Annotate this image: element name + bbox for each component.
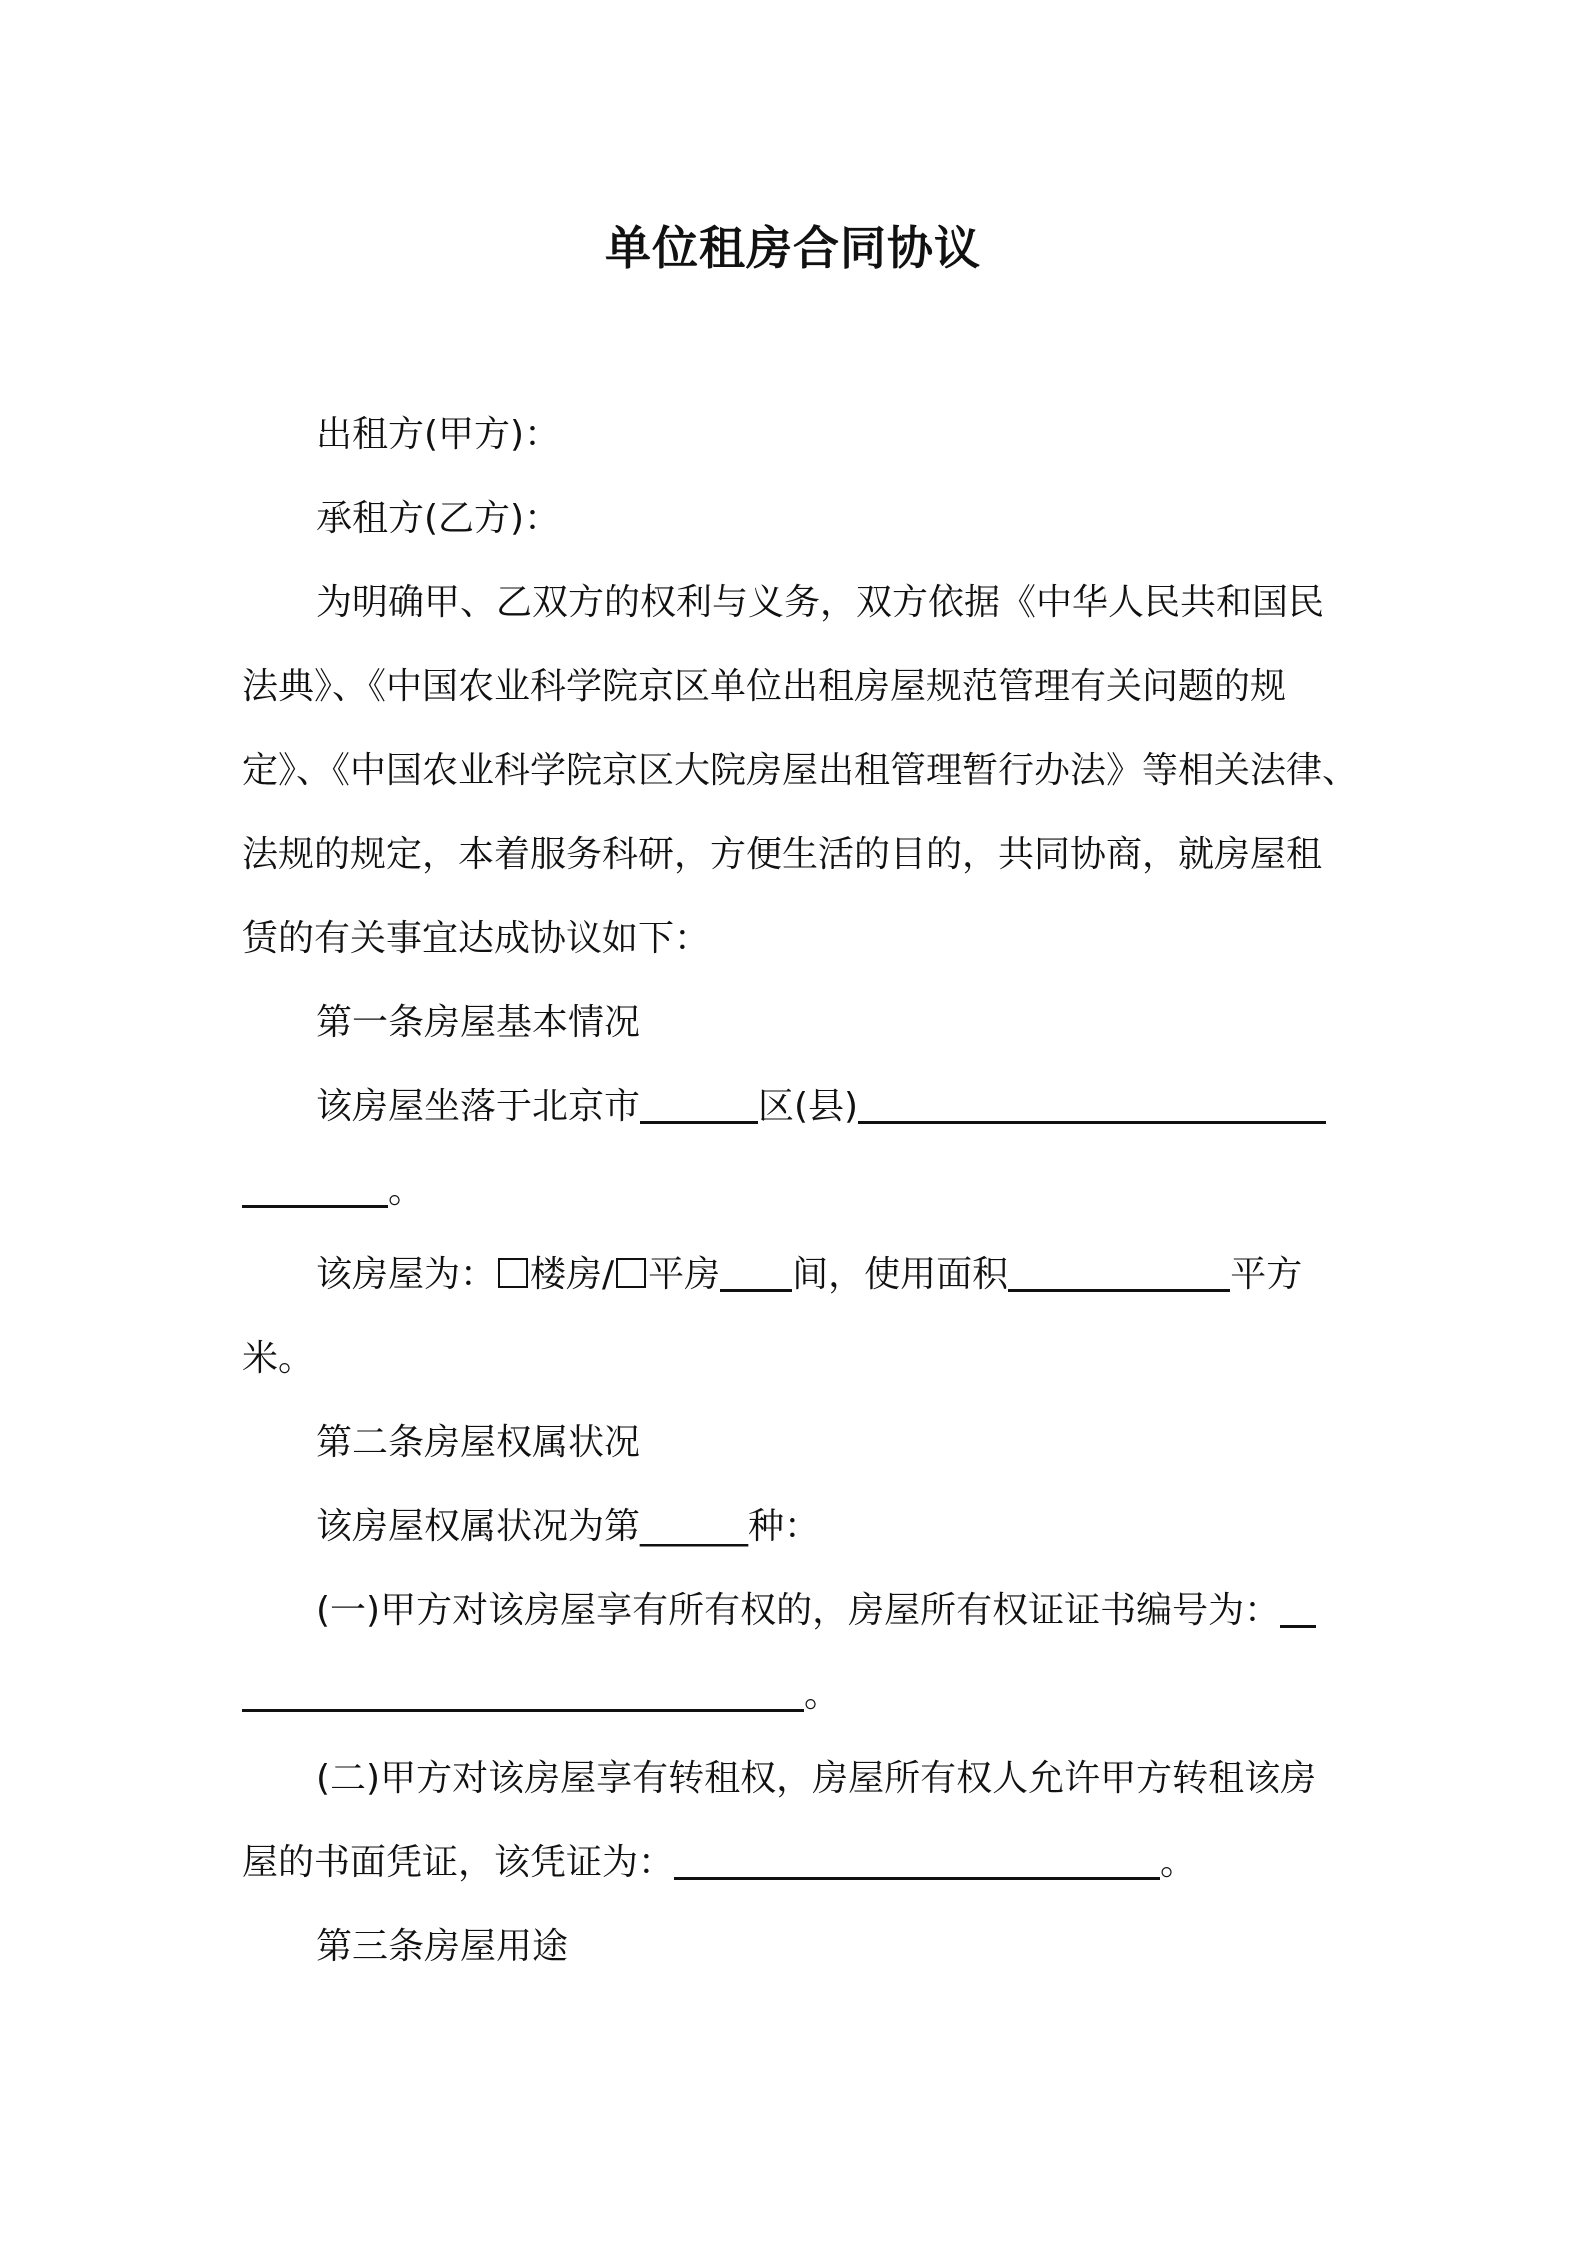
room-unit-label: 间，使用面积: [792, 1254, 1009, 1295]
preamble-line-2: 法典》、《中国农业科学院京区单位出租房屋规范管理有关问题的规: [242, 666, 1287, 707]
location-prefix: 该房屋坐落于北京市: [316, 1086, 641, 1127]
article-1-heading: 第一条房屋基本情况: [316, 1002, 641, 1043]
article-3-heading: 第三条房屋用途: [316, 1926, 569, 1967]
location-period: 。: [388, 1170, 425, 1211]
area-unit-label: 平方: [1230, 1254, 1303, 1295]
address-blank: [858, 1081, 1326, 1124]
sublease-proof-blank: [674, 1837, 1160, 1880]
ownership-item-1-period: 。: [804, 1674, 841, 1715]
document-title: 单位租房合同协议: [605, 221, 981, 275]
preamble-line-1: 为明确甲、乙双方的权利与义务，双方依据《中华人民共和国民: [316, 582, 1325, 623]
bungalow-checkbox[interactable]: [616, 1258, 646, 1288]
lessee-line: 承租方(乙方)：: [316, 498, 561, 539]
building-option-label: 楼房/: [530, 1254, 615, 1295]
house-type-prefix: 该房屋为：: [316, 1254, 497, 1295]
bungalow-option-label: 平房: [648, 1254, 721, 1295]
ownership-item-2-line-2: [242, 1833, 1352, 1893]
preamble-line-4: 法规的规定，本着服务科研，方便生活的目的，共同协商，就房屋租: [242, 834, 1323, 875]
ownership-item-1-continuation: [242, 1665, 1352, 1725]
ownership-item-2-period: 。: [1160, 1842, 1197, 1883]
ownership-item-2-text: 屋的书面凭证，该凭证为：: [242, 1842, 675, 1883]
area-blank: [1008, 1249, 1230, 1292]
ownership-status-line: 该房屋权属状况为第______种：: [316, 1506, 821, 1547]
article-2-heading: 第二条房屋权属状况: [316, 1422, 641, 1463]
lessor-line: 出租方(甲方)：: [316, 414, 561, 455]
district-blank: [640, 1081, 758, 1124]
building-checkbox[interactable]: [498, 1258, 528, 1288]
house-type-line: [242, 1245, 1426, 1305]
ownership-item-2-line-1: (二)甲方对该房屋享有转租权，房屋所有权人允许甲方转租该房: [316, 1758, 1317, 1799]
district-label: 区(县): [758, 1086, 859, 1127]
ownership-item-1-text: (一)甲方对该房屋享有所有权的，房屋所有权证证书编号为：: [316, 1590, 1281, 1631]
location-line: [242, 1077, 1426, 1137]
location-continuation: [242, 1161, 1352, 1221]
certificate-number-blank: [1280, 1585, 1316, 1628]
area-unit-continuation: 米。: [242, 1338, 315, 1379]
certificate-number-blank-continued: [242, 1669, 804, 1712]
preamble-line-5: 赁的有关事宜达成协议如下：: [242, 918, 711, 959]
address-blank-continued: [242, 1165, 388, 1208]
rooms-blank: [720, 1249, 792, 1292]
ownership-item-1-line: [242, 1581, 1426, 1641]
preamble-line-3: 定》、《中国农业科学院京区大院房屋出租管理暂行办法》等相关法律、: [242, 750, 1359, 791]
